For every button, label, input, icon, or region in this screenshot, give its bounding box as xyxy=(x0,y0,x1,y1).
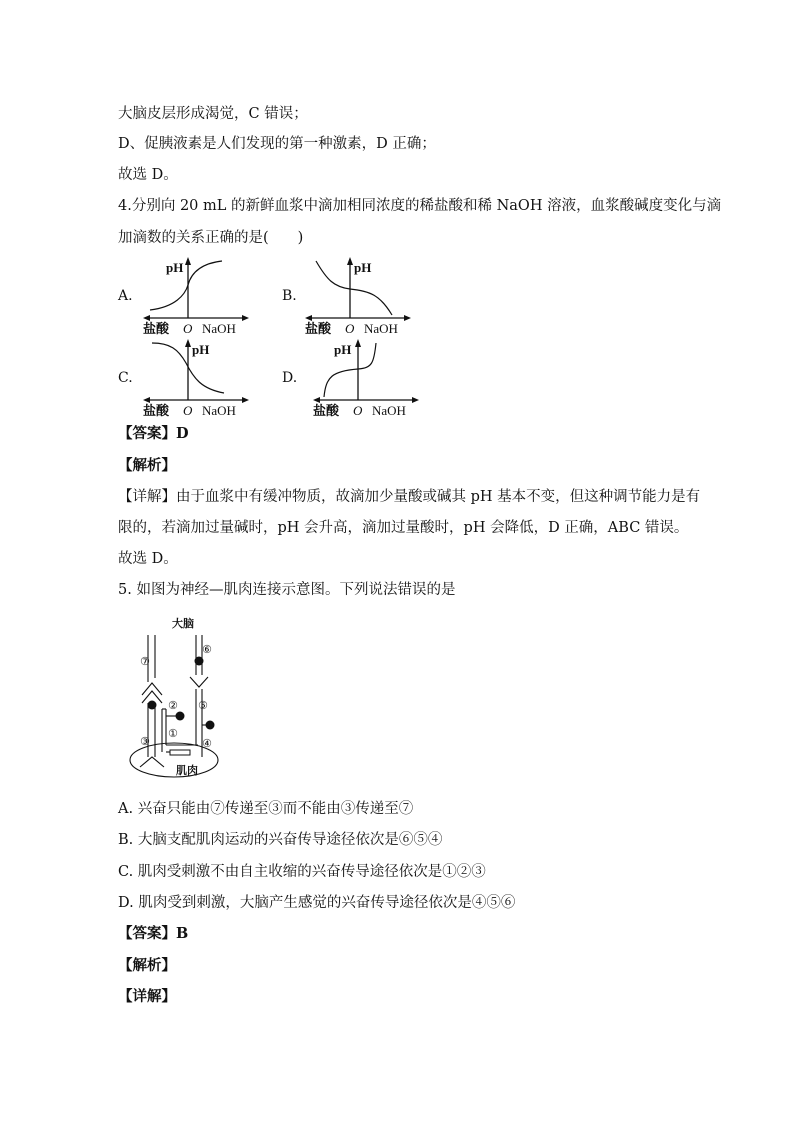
option-5b: B. 大脑支配肌肉运动的兴奋传导途径依次是⑥⑤④ xyxy=(118,832,443,848)
label-4: ④ xyxy=(202,737,212,750)
base-label: NaOH xyxy=(202,403,236,417)
acid-label: 盐酸 xyxy=(313,403,340,417)
option-a-label: A. xyxy=(118,288,133,304)
label-6: ⑥ xyxy=(202,643,212,656)
acid-label: 盐酸 xyxy=(143,403,170,417)
label-7: ⑦ xyxy=(140,655,150,668)
label-3: ③ xyxy=(140,735,150,748)
base-label: NaOH xyxy=(364,321,398,335)
origin-label: O xyxy=(183,321,193,335)
label-2: ② xyxy=(168,699,178,712)
ph-label: pH xyxy=(192,342,210,357)
text-line: 大脑皮层形成渴觉，C 错误； xyxy=(118,106,308,122)
option-c-label: C. xyxy=(118,370,133,386)
question-4-stem-cont: 加滴数的关系正确的是( ) xyxy=(118,230,304,246)
graph-option-a xyxy=(140,255,250,335)
origin-label: O xyxy=(345,321,355,335)
option-d-label: D. xyxy=(282,370,298,386)
answer-5: 【答案】B xyxy=(118,925,189,942)
brain-label: 大脑 xyxy=(172,617,194,630)
analysis-5-heading: 【解析】 xyxy=(118,957,176,974)
text-line: 故选 D。 xyxy=(118,167,178,183)
muscle-label: 肌肉 xyxy=(176,764,198,777)
origin-label: O xyxy=(353,403,363,417)
question-5-stem: 5. 如图为神经—肌肉连接示意图。下列说法错误的是 xyxy=(118,582,456,598)
acid-label: 盐酸 xyxy=(305,321,332,335)
graph-option-c xyxy=(140,337,250,417)
ph-label: pH xyxy=(166,260,184,275)
base-label: NaOH xyxy=(372,403,406,417)
nerve-muscle-diagram xyxy=(128,617,238,786)
origin-label: O xyxy=(183,403,193,417)
graph-option-d xyxy=(310,337,420,417)
text-line: D、促胰液素是人们发现的第一种激素，D 正确； xyxy=(118,136,436,152)
detail-5-heading: 【详解】 xyxy=(118,988,176,1005)
graph-option-b xyxy=(302,255,412,335)
ph-label: pH xyxy=(354,260,372,275)
detail-4-cont: 限的，若滴加过量碱时，pH 会升高，滴加过量酸时，pH 会降低，D 正确，ABC 错误。 xyxy=(118,520,689,536)
option-5a: A. 兴奋只能由⑦传递至③而不能由③传递至⑦ xyxy=(118,801,414,817)
answer-4: 【答案】D xyxy=(118,425,189,442)
option-5c: C. 肌肉受刺激不由自主收缩的兴奋传导途径依次是①②③ xyxy=(118,864,486,880)
label-1: ① xyxy=(168,727,178,740)
label-5: ⑤ xyxy=(198,699,208,712)
detail-4: 【详解】由于血浆中有缓冲物质，故滴加少量酸或碱其 pH 基本不变，但这种调节能力是有 xyxy=(118,489,701,505)
text-line: 故选 D。 xyxy=(118,551,178,567)
option-b-label: B. xyxy=(282,288,297,304)
question-4-stem: 4.分别向 20 mL 的新鲜血浆中滴加相同浓度的稀盐酸和稀 NaOH 溶液，血浆酸碱度变化与滴 xyxy=(118,198,722,214)
acid-label: 盐酸 xyxy=(143,321,170,335)
ph-label: pH xyxy=(334,342,352,357)
analysis-4-heading: 【解析】 xyxy=(118,457,176,474)
option-5d: D. 肌肉受到刺激，大脑产生感觉的兴奋传导途径依次是④⑤⑥ xyxy=(118,895,516,911)
base-label: NaOH xyxy=(202,321,236,335)
